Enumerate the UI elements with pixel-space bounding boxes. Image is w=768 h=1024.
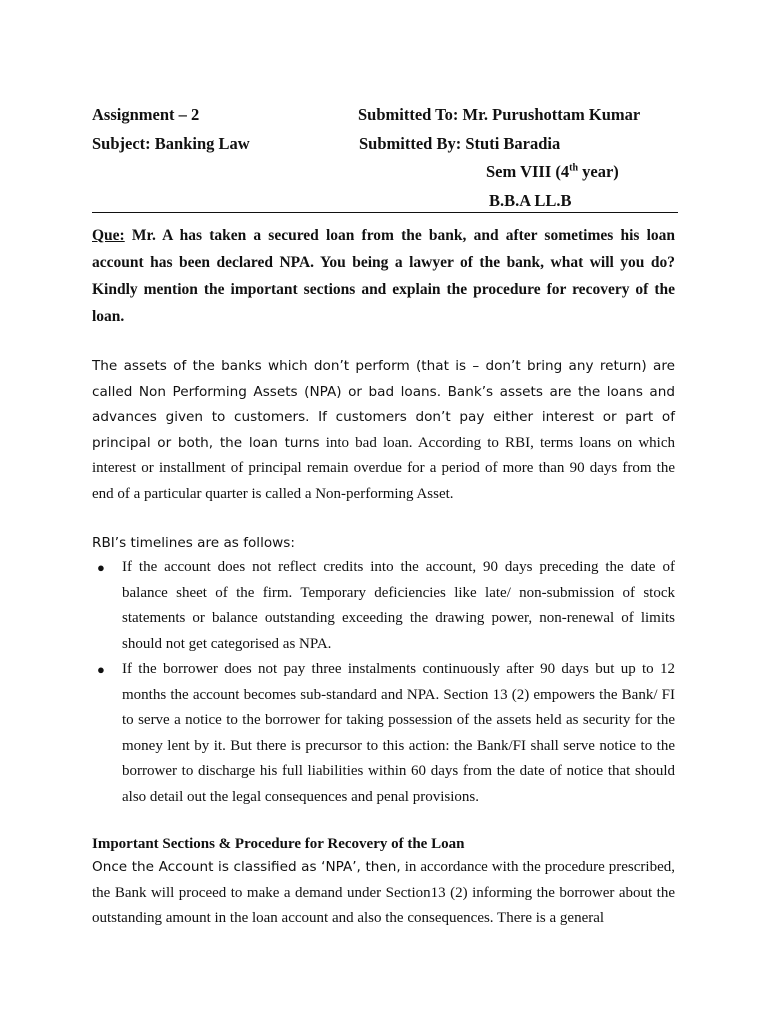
submitted-to: Submitted To: Mr. Purushottam Kumar	[358, 105, 641, 124]
question-label: Que:	[92, 227, 125, 244]
submitted-by: Submitted By: Stuti Baradia	[359, 134, 561, 153]
section-serif-text: in accordance with the procedure prescribed, the Bank will proceed to make a demand under Section13 (2) informing the borrower about the outstanding amount in the loan account and also the consequences. There is a general	[92, 859, 675, 926]
program-label: B.B.A LL.B	[489, 191, 572, 210]
section-title: Important Sections & Procedure for Recovery of the Loan	[92, 836, 465, 852]
header-divider	[92, 212, 678, 213]
list-item: ● If the borrower does not pay three instalments continuously after 90 days but up to 12 months the account becomes sub-standard and NPA. Section 13 (2) empowers the Bank/ FI to serve a notice to the borrower for taking possession of the assets held as security for the money lent by it. But there is precursor to this action: the Bank/FI shall serve notice to the borrower to discharge his full liabilities within 60 days from the date of notice that should also detail out the legal consequences and penal provisions.	[92, 657, 675, 810]
list-item: ● If the account does not reflect credits into the account, 90 days preceding the date of balance sheet of the firm. Temporary deficiencies like late/ non-submission of stock statements or balance outstanding exceeding the drawing power, non-renewal of limits should not get categorised as NPA.	[92, 555, 675, 657]
section-sans-text: Once the Account is classified as ‘NPA’, then,	[92, 859, 401, 875]
timelines-list	[92, 555, 675, 810]
intro-paragraph	[92, 354, 675, 507]
intro-sans-text: The assets of the banks which don’t perform (that is – don’t bring any return) are called Non Performing Assets (NPA) or bad loans. Bank’s assets are the loans and advances given to customers. If customers don’t pay either interest or part of principal or both, the loan turns	[92, 358, 675, 451]
question-block	[92, 222, 675, 330]
assignment-label: Assignment – 2	[92, 105, 200, 124]
subject-label: Subject: Banking Law	[92, 134, 250, 153]
section-paragraph	[92, 855, 675, 932]
timelines-heading: RBI’s timelines are as follows:	[92, 535, 295, 551]
bullet-icon: ●	[97, 662, 105, 677]
intro-serif-text: into bad loan. According to RBI, terms loans on which interest or installment of principal remain overdue for a period of more than 90 days from the end of a particular quarter is called a Non-performing Asset.	[92, 434, 675, 502]
question-text: Mr. A has taken a secured loan from the bank, and after sometimes his loan account has been declared NPA. You being a lawyer of the bank, what will you do? Kindly mention the important sections and explain the procedure for recovery of the loan.	[92, 227, 675, 325]
bullet-icon: ●	[97, 560, 105, 575]
semester-label: Sem VIII (4th year)	[486, 162, 619, 181]
